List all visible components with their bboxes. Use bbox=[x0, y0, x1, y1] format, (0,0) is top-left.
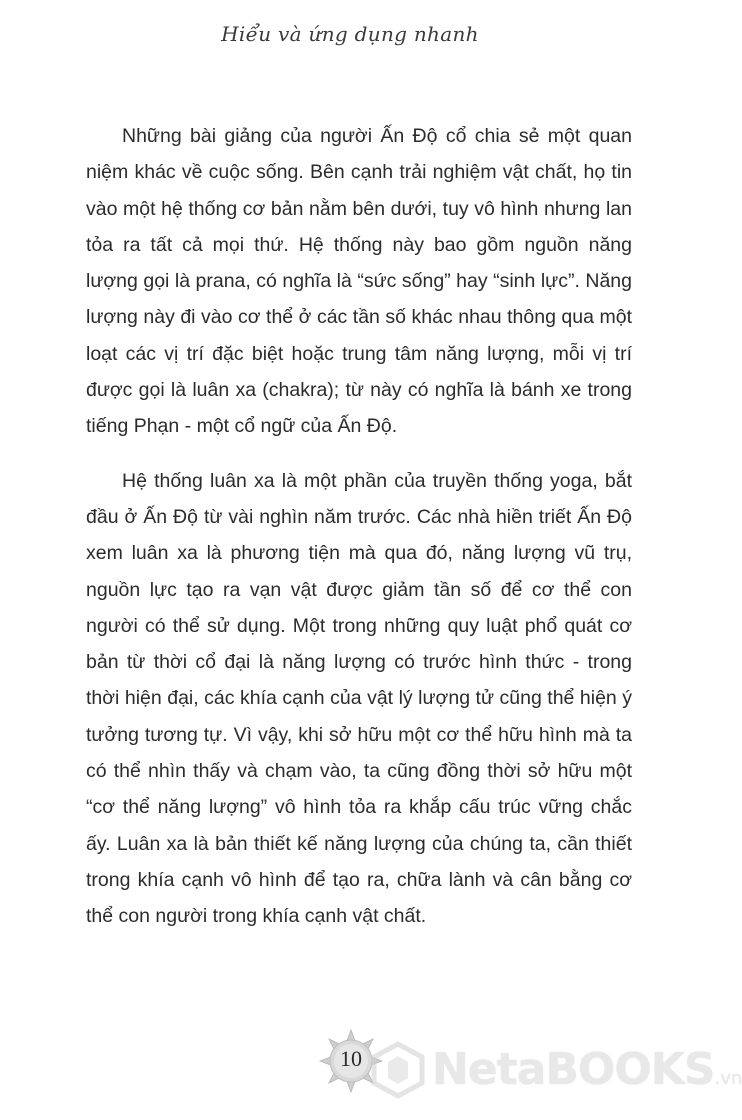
page-number: 10 bbox=[340, 1046, 362, 1071]
watermark-brand: NetaBOOKS.vn bbox=[432, 1044, 742, 1095]
watermark-suffix: .vn bbox=[714, 1068, 742, 1089]
running-header: Hiểu và ứng dụng nhanh bbox=[221, 22, 479, 46]
cube-logo-icon bbox=[372, 1042, 424, 1098]
paragraph-1: Những bài giảng của người Ấn Độ cổ chia sẻ một quan niệm khác về cuộc sống. Bên cạnh trải nghiệm vật chất, họ tin vào một hệ thống cơ bản nằm bên dưới, tuy vô hình nhưng lan tỏa ra tất cả mọi thứ. Hệ thống này bao gồm nguồn năng lượng gọi là prana, có nghĩa là “sức sống” hay “sinh lực”. Năng lượng này đi vào cơ thể ở các tần số khác nhau thông qua một loạt các vị trí đặc biệt hoặc trung tâm năng lượng, mỗi vị trí được gọi là luân xa (chakra); từ này có nghĩa là bánh xe trong tiếng Phạn - một cổ ngữ của Ấn Độ. bbox=[86, 125, 632, 438]
page-body bbox=[86, 118, 632, 953]
paragraph-2: Hệ thống luân xa là một phần của truyền thống yoga, bắt đầu ở Ấn Độ từ vài nghìn năm trước. Các nhà hiền triết Ấn Độ xem luân xa là phương tiện mà qua đó, năng lượng vũ trụ, nguồn lực tạo ra vạn vật được giảm tần số để cơ thể con người có thể sử dụng. Một trong những quy luật phổ quát cơ bản từ thời cổ đại là năng lượng có trước hình thức - trong thời hiện đại, các khía cạnh của vật lý lượng tử cũng thể hiện ý tưởng tương tự. Vì vậy, khi sở hữu một cơ thể hữu hình mà ta có thể nhìn thấy và chạm vào, ta cũng đồng thời sở hữu một “cơ thể năng lượng” vô hình tỏa ra khắp cấu trúc vững chắc ấy. Luân xa là bản thiết kế năng lượng của chúng ta, cần thiết trong khía cạnh vô hình để tạo ra, chữa lành và cân bằng cơ thể con người trong khía cạnh vật chất. bbox=[86, 469, 632, 928]
netabooks-watermark bbox=[372, 1038, 742, 1102]
